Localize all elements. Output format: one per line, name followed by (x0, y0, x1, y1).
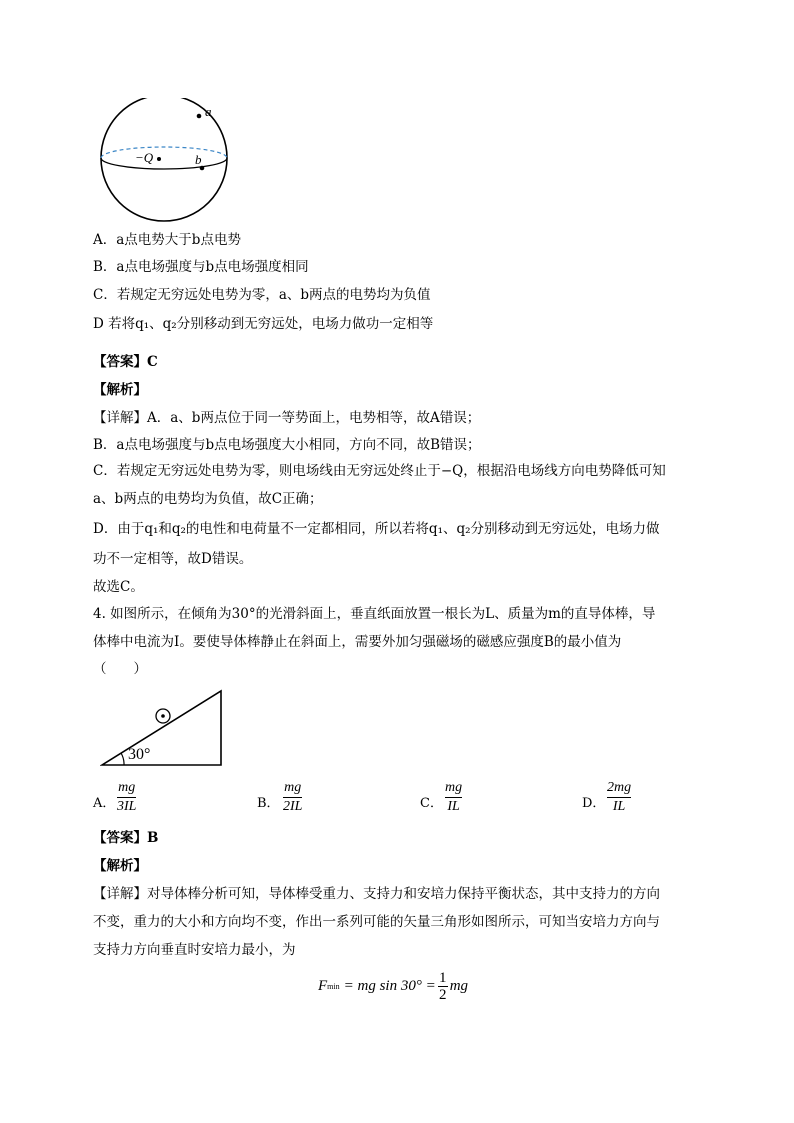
q3-option-d: D 若将q₁、q₂分别移动到无穷远处，电场力做功一定相等 (93, 316, 434, 332)
q3-detail-3: C．若规定无穷远处电势为零，则电场线由无穷远处终止于−Q，根据沿电场线方向电势降低可知 (93, 463, 666, 479)
q3-option-a: A．a点电势大于b点电势 (93, 232, 241, 248)
q4-option-a-den: 3IL (117, 799, 137, 814)
formula-lhs-sub: min (327, 981, 340, 991)
q4-detail-1: 【详解】对导体棒分析可知，导体棒受重力、支持力和安培力保持平衡状态，其中支持力的方向 (93, 886, 660, 902)
q4-option-b-fraction (283, 780, 302, 815)
q4-option-d-num: 2mg (607, 780, 632, 795)
q4-option-b-num: mg (284, 780, 302, 795)
q4-formula (318, 966, 468, 1006)
q3-option-b: B．a点电场强度与b点电场强度相同 (93, 259, 309, 275)
q4-detail-3: 支持力方向垂直时安培力最小，为 (93, 942, 296, 958)
formula-den: 2 (438, 986, 447, 1003)
q4-option-d-label: D． (582, 796, 606, 811)
equator-back (101, 147, 227, 158)
formula-fraction (438, 970, 448, 1003)
formula-lhs: F (318, 977, 328, 994)
sphere-figure (96, 98, 236, 222)
q4-option-c-num: mg (445, 780, 463, 795)
q3-detail-2: B．a点电场强度与b点电场强度大小相同，方向不同，故B错误； (93, 437, 481, 453)
q4-option-c-fraction (445, 780, 462, 815)
equator-front (101, 158, 227, 169)
q3-detail-1: 【详解】A．a、b两点位于同一等势面上，电势相等，故A错误； (93, 410, 481, 426)
q3-detail-7: 故选C。 (93, 579, 144, 595)
point-charge (157, 157, 161, 161)
q4-option-a-label: A． (93, 796, 116, 811)
q3-detail-4: a、b两点的电势均为负值，故C正确； (93, 491, 323, 507)
q4-option-c-den: IL (447, 799, 460, 814)
current-out-dot (161, 714, 165, 718)
q4-option-a-fraction (117, 780, 136, 815)
q4-stem-2: 体棒中电流为I。要使导体棒静止在斜面上，需要外加匀强磁场的磁感应强度B的最小值为 (93, 634, 622, 650)
q4-option-c-label: C． (420, 796, 443, 811)
point-a (197, 114, 202, 119)
q4-analysis-label: 【解析】 (93, 858, 147, 874)
label-a: a (205, 104, 212, 119)
q4-detail-2: 不变，重力的大小和方向均不变，作出一系列可能的矢量三角形如图所示，可知当安培力方向与 (93, 914, 660, 930)
q3-option-c: C．若规定无穷远处电势为零，a、b两点的电势均为负值 (93, 287, 431, 303)
q4-option-b-den: 2IL (283, 799, 303, 814)
label-b: b (195, 152, 202, 167)
q4-option-a-num: mg (118, 780, 136, 795)
q4-option-d-den: IL (612, 799, 626, 814)
q4-option-d-fraction (607, 780, 631, 815)
q3-detail-5: D．由于q₁和q₂的电性和电荷量不一定都相同，所以若将q₁、q₂分别移动到无穷远处，电场力做 (93, 521, 660, 537)
q4-stem-3: （ ） (93, 661, 147, 677)
q4-answer: 【答案】B (93, 830, 159, 846)
incline-triangle (102, 691, 221, 765)
label-charge: −Q (135, 150, 154, 165)
formula-num: 1 (438, 969, 447, 986)
angle-label: 30° (128, 746, 151, 763)
incline-figure (100, 686, 226, 768)
q4-stem-1: 4. 如图所示，在倾角为30°的光滑斜面上，垂直纸面放置一根长为L、质量为m的直导体棒，导 (93, 606, 656, 622)
q4-option-b-label: B． (257, 796, 280, 811)
angle-arc (121, 753, 124, 765)
formula-tail: mg (449, 977, 469, 994)
q3-analysis-label: 【解析】 (93, 382, 147, 398)
q3-answer: 【答案】C (93, 354, 158, 370)
q3-detail-6: 功不一定相等，故D错误。 (93, 551, 253, 567)
formula-mid: = mg sin 30° = (343, 977, 436, 994)
